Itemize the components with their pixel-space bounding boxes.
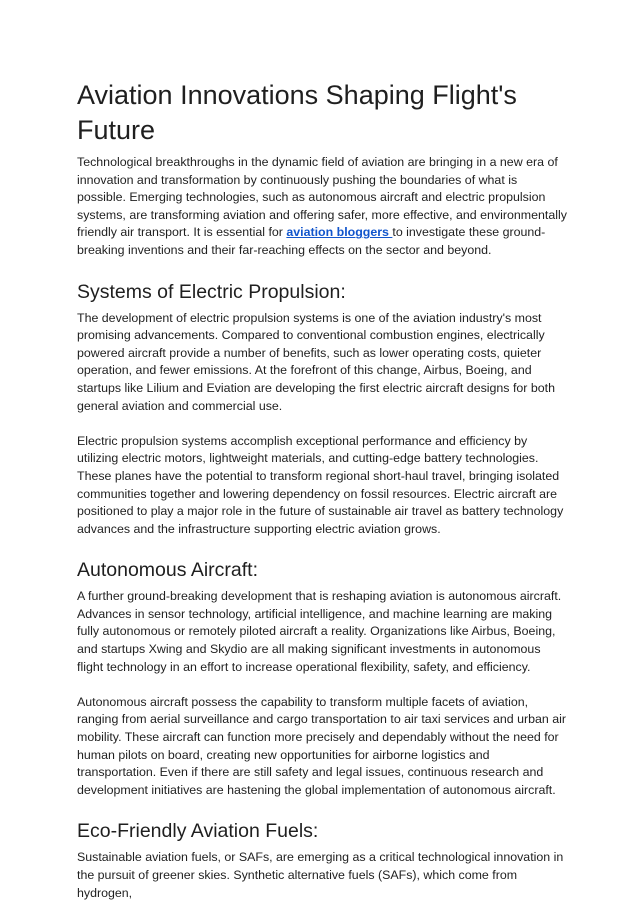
intro-text-after-link: to investigate these ground-breaking inventions and their far-reaching effects on the sector and beyond. <box>77 225 546 257</box>
section-fuels-heading-block <box>77 819 567 843</box>
section-heading-electric-propulsion: Systems of Electric Propulsion: <box>77 280 346 303</box>
section-heading-eco-friendly-fuels: Eco-Friendly Aviation Fuels: <box>77 820 319 843</box>
fuels-paragraph-1: Sustainable aviation fuels, or SAFs, are emerging as a critical technological innovation in the pursuit of greener skies. Synthetic alternative fuels (SAFs), which come from hydrogen, <box>77 850 564 900</box>
title-block <box>77 78 567 148</box>
page-title: Aviation Innovations Shaping Flight's Future <box>77 80 517 145</box>
intro-paragraph <box>77 154 567 260</box>
paragraph-spacer <box>77 415 567 433</box>
autonomous-paragraph-2: Autonomous aircraft possess the capability to transform multiple facets of aviation, ranging from aerial surveillance and cargo transportation to air taxi services and urban air mobility. These aircraft can function more precisely and dependably without the need for human pilots on board, creating new opportunities for airborne logistics and transportation. Even if there are still safety and legal issues, continuous research and development initiatives are hastening the global implementation of autonomous aircraft. <box>77 694 566 797</box>
section-autonomous-heading-block <box>77 558 567 582</box>
paragraph-spacer <box>77 676 567 694</box>
electric-paragraph-2: Electric propulsion systems accomplish exceptional performance and efficiency by utilizing electric motors, lightweight materials, and cutting-edge battery technologies. These planes have the potential to transform regional short-haul travel, bringing isolated communities together and lowering dependency on fossil resources. Electric aircraft are positioned to play a major role in the future of sustainable air travel as battery technology advances and the infrastructure supporting electric aviation grows. <box>77 433 564 536</box>
section-heading-autonomous-aircraft: Autonomous Aircraft: <box>77 559 259 582</box>
electric-paragraph-1: The development of electric propulsion systems is one of the aviation industry's most promising advancements. Compared to conventional combustion engines, electrically powered aircraft provide a number of benefits, such as lower operating costs, quieter operation, and fewer emissions. At the forefront of this change, Airbus, Boeing, and startups like Lilium and Eviation are developing the first electric aircraft designs for both general aviation and commercial use. <box>77 310 555 413</box>
intro-text-before-link: Technological breakthroughs in the dynamic field of aviation are bringing in a new era of innovation and transformation by continuously pushing the boundaries of what is possible. Emerging technologies, such as autonomous aircraft and electric propulsion systems, are transforming aviation and offering safer, more effective, and environmentally friendly air transport. It is essential for <box>77 155 567 240</box>
autonomous-paragraph-1: A further ground-breaking development that is reshaping aviation is autonomous aircraft. Advances in sensor technology, artificial intelligence, and machine learning are making fully autonomous or remotely piloted aircraft a reality. Organizations like Airbus, Boeing, and startups Xwing and Skydio are all making significant investments in autonomous flight technology in an effort to increase operational flexibility, safety, and efficiency. <box>77 589 562 674</box>
aviation-bloggers-link[interactable]: aviation bloggers <box>286 225 393 240</box>
section-electric-heading-block <box>77 280 567 304</box>
document-page <box>77 78 567 902</box>
